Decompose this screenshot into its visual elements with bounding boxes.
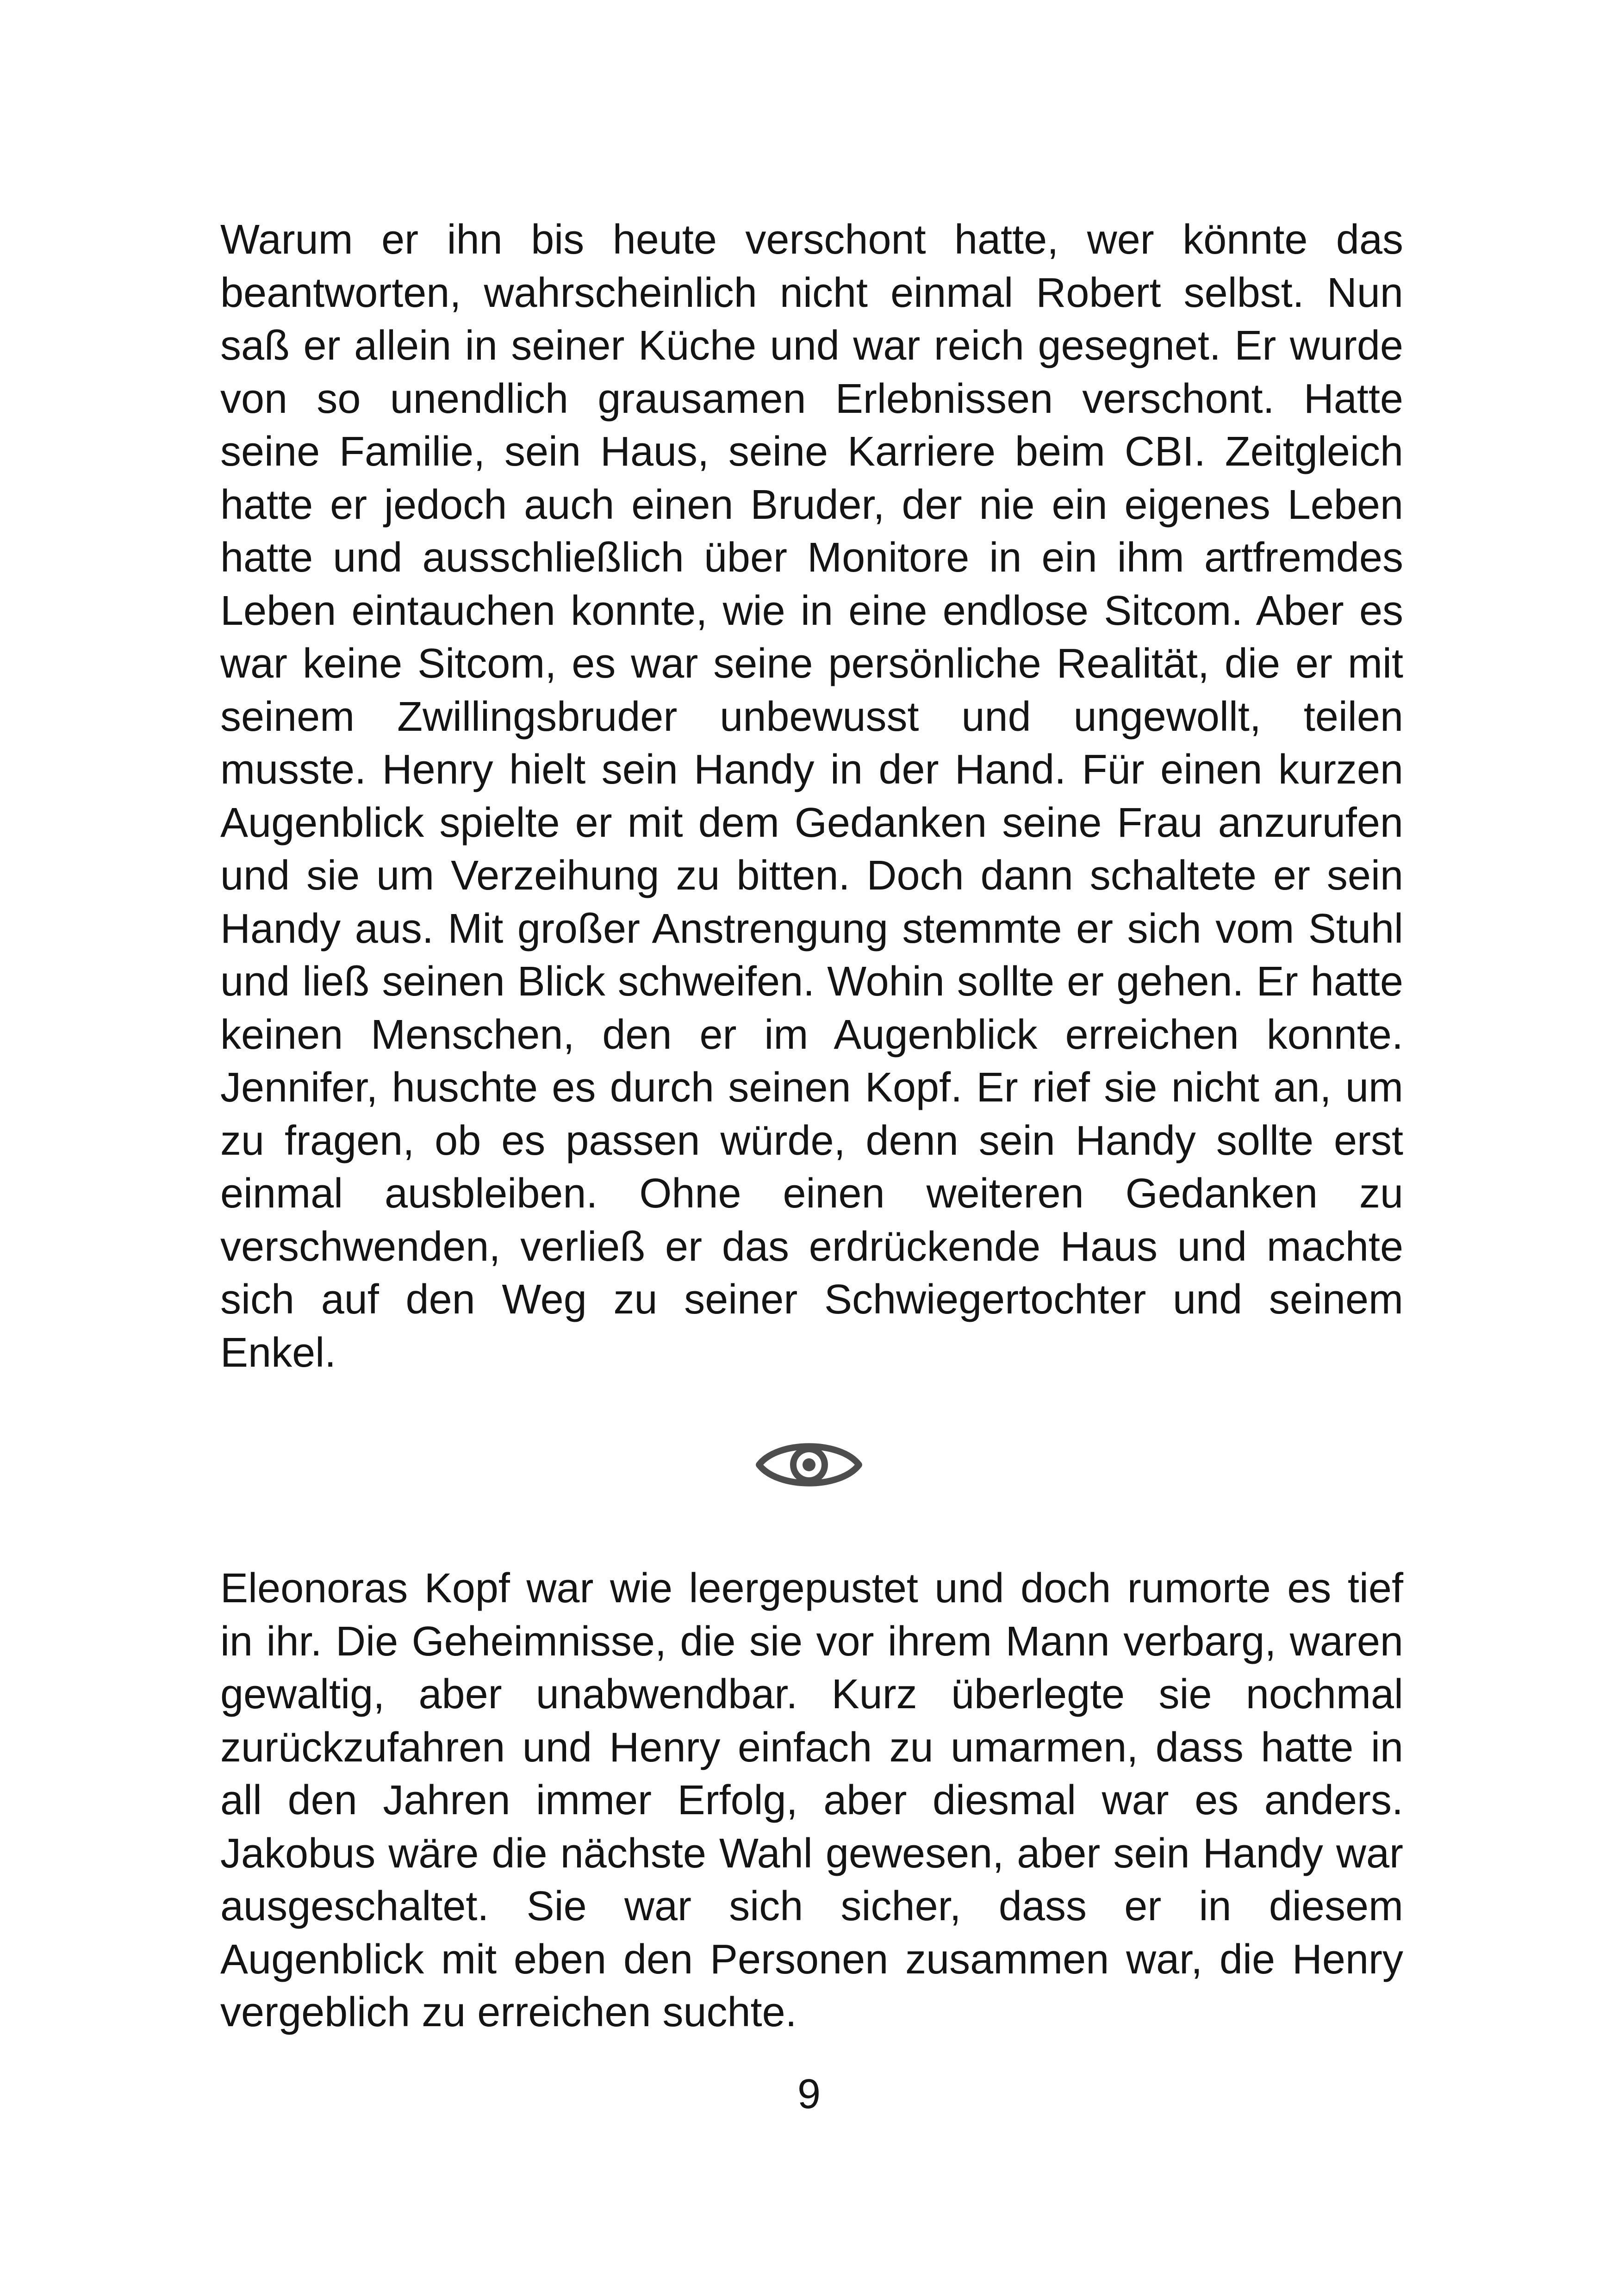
text-line: saß er allein in seiner Küche und war reich gesegnet. Er wurde bbox=[220, 323, 1403, 369]
text-line: Enkel. bbox=[220, 1329, 336, 1376]
text-line: in ihr. Die Geheimnisse, die sie vor ihrem Mann verbarg, waren bbox=[220, 1618, 1403, 1665]
section-divider bbox=[753, 1430, 865, 1500]
text-line: sich auf den Weg zu seiner Schwiegertochter und seinem bbox=[220, 1276, 1403, 1323]
text-line: Warum er ihn bis heute verschont hatte, wer könnte das bbox=[220, 217, 1403, 263]
text-line: Leben eintauchen konnte, wie in eine endlose Sitcom. Aber es bbox=[220, 587, 1403, 634]
text-line: verschwenden, verließ er das erdrückende Haus und machte bbox=[220, 1223, 1403, 1270]
text-line: zu fragen, ob es passen würde, denn sein Handy sollte erst bbox=[220, 1117, 1403, 1164]
text-line: zurückzufahren und Henry einfach zu umarmen, dass hatte in bbox=[220, 1724, 1403, 1771]
text-line: Jennifer, huschte es durch seinen Kopf. Er rief sie nicht an, um bbox=[220, 1064, 1403, 1111]
text-line: all den Jahren immer Erfolg, aber diesmal war es anders. bbox=[220, 1777, 1403, 1823]
text-line: Augenblick mit eben den Personen zusammen war, die Henry bbox=[220, 1936, 1403, 1983]
text-line: gewaltig, aber unabwendbar. Kurz überlegte sie nochmal bbox=[220, 1671, 1403, 1717]
text-line: ausgeschaltet. Sie war sich sicher, dass er in diesem bbox=[220, 1883, 1403, 1929]
text-line: Eleonoras Kopf war wie leergepustet und doch rumorte es tief bbox=[220, 1565, 1403, 1612]
paragraph-2 bbox=[220, 1562, 1403, 2039]
page-number: 9 bbox=[797, 2071, 821, 2117]
text-line: und ließ seinen Blick schweifen. Wohin sollte er gehen. Er hatte bbox=[220, 958, 1403, 1005]
text-line: war keine Sitcom, es war seine persönliche Realität, die er mit bbox=[220, 641, 1403, 687]
text-line: musste. Henry hielt sein Handy in der Hand. Für einen kurzen bbox=[220, 747, 1403, 793]
paragraph-1 bbox=[220, 213, 1403, 1379]
eye-icon bbox=[753, 1430, 865, 1500]
text-line: Handy aus. Mit großer Anstrengung stemmte er sich vom Stuhl bbox=[220, 905, 1403, 952]
text-line: Jakobus wäre die nächste Wahl gewesen, aber sein Handy war bbox=[220, 1830, 1403, 1877]
text-line: und sie um Verzeihung zu bitten. Doch dann schaltete er sein bbox=[220, 852, 1403, 899]
text-line: beantworten, wahrscheinlich nicht einmal Robert selbst. Nun bbox=[220, 269, 1403, 316]
text-line: Augenblick spielte er mit dem Gedanken seine Frau anzurufen bbox=[220, 799, 1403, 846]
text-line: von so unendlich grausamen Erlebnissen verschont. Hatte bbox=[220, 375, 1403, 422]
text-line: seine Familie, sein Haus, seine Karriere beim CBI. Zeitgleich bbox=[220, 429, 1403, 475]
text-line: hatte und ausschließlich über Monitore in ein ihm artfremdes bbox=[220, 535, 1403, 581]
text-line: seinem Zwillingsbruder unbewusst und ungewollt, teilen bbox=[220, 693, 1403, 740]
text-line: einmal ausbleiben. Ohne einen weiteren Gedanken zu bbox=[220, 1170, 1403, 1217]
text-line: vergeblich zu erreichen suchte. bbox=[220, 1989, 797, 2035]
text-line: hatte er jedoch auch einen Bruder, der nie ein eigenes Leben bbox=[220, 481, 1403, 528]
text-line: keinen Menschen, den er im Augenblick erreichen konnte. bbox=[220, 1011, 1403, 1058]
